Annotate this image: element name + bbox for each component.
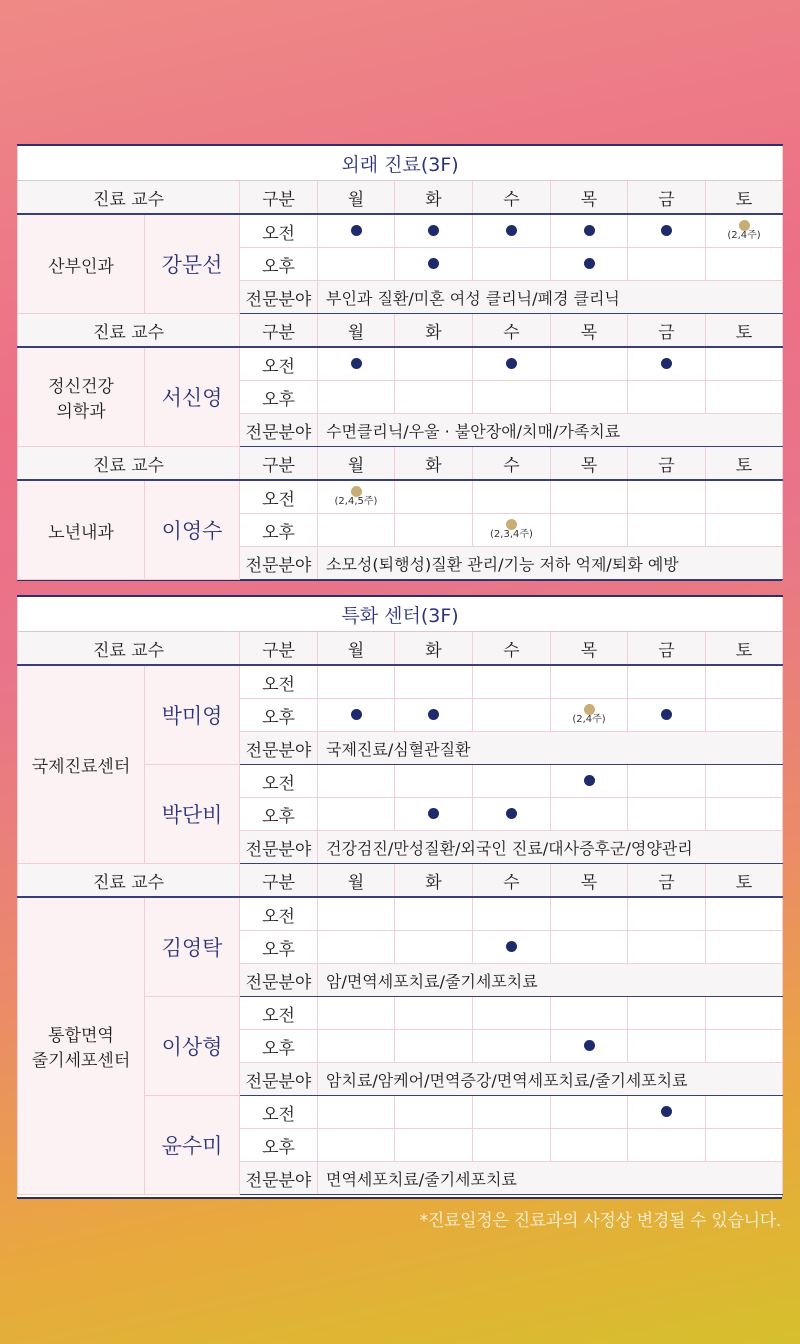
am-slot	[628, 347, 706, 381]
am-slot	[706, 1096, 783, 1129]
am-slot	[318, 480, 395, 514]
specialty-label: 전문분야	[240, 547, 318, 580]
specialty-value: 면역세포치료/줄기세포치료	[318, 1162, 783, 1195]
pm-slot	[628, 1129, 706, 1162]
outpatient-schedule-panel	[17, 144, 782, 581]
pm-slot	[318, 1129, 395, 1162]
am-slot	[395, 997, 473, 1030]
am-label: 오전	[240, 214, 318, 248]
am-row	[18, 665, 783, 699]
special-center-title-row	[18, 596, 783, 632]
specialty-label: 전문분야	[240, 281, 318, 314]
outpatient-schedule-table	[17, 144, 783, 580]
pm-slot	[706, 798, 783, 831]
special-center-title: 특화 센터(3F)	[18, 596, 783, 632]
am-slot	[551, 480, 628, 514]
header-day: 수	[473, 314, 551, 348]
pm-slot	[318, 931, 395, 964]
specialty-value: 암/면역세포치료/줄기세포치료	[318, 964, 783, 997]
am-slot	[706, 480, 783, 514]
pm-slot	[628, 1030, 706, 1063]
am-row	[18, 897, 783, 931]
schedule-dot-icon	[428, 258, 439, 269]
header-day: 수	[473, 447, 551, 481]
am-slot	[551, 665, 628, 699]
am-slot	[395, 665, 473, 699]
am-row	[18, 347, 783, 381]
pm-slot	[628, 931, 706, 964]
pm-slot	[551, 248, 628, 281]
am-row	[18, 480, 783, 514]
am-slot	[395, 347, 473, 381]
specialty-value: 암치료/암케어/면역증강/면역세포치료/줄기세포치료	[318, 1063, 783, 1096]
am-slot	[473, 997, 551, 1030]
header-day: 화	[395, 447, 473, 481]
am-slot	[473, 1096, 551, 1129]
specialty-value: 수면클리닉/우울 · 불안장애/치매/가족치료	[318, 414, 783, 447]
pm-slot	[318, 248, 395, 281]
header-professor: 진료 교수	[18, 181, 240, 215]
schedule-dot-icon	[584, 225, 595, 236]
pm-slot	[395, 699, 473, 732]
specialty-label: 전문분야	[240, 964, 318, 997]
header-row	[18, 181, 783, 215]
am-slot	[551, 897, 628, 931]
pm-slot	[551, 1030, 628, 1063]
specialty-value: 국제진료/심혈관질환	[318, 732, 783, 765]
pm-slot	[628, 798, 706, 831]
pm-slot	[706, 248, 783, 281]
pm-slot	[551, 1129, 628, 1162]
am-slot	[706, 897, 783, 931]
am-label: 오전	[240, 665, 318, 699]
pm-slot	[318, 699, 395, 732]
pm-slot	[628, 699, 706, 732]
am-slot	[318, 997, 395, 1030]
pm-slot	[551, 699, 628, 732]
pm-slot	[395, 931, 473, 964]
special-center-schedule-table	[17, 595, 783, 1195]
am-slot	[706, 765, 783, 798]
week-note: (2,3,4주)	[490, 529, 533, 540]
pm-slot	[395, 381, 473, 414]
header-row	[18, 632, 783, 666]
header-row	[18, 314, 783, 348]
header-day: 월	[318, 632, 395, 666]
header-row	[18, 447, 783, 481]
pm-slot	[551, 931, 628, 964]
schedule-footnote: *진료일정은 진료과의 사정상 변경될 수 있습니다.	[419, 1211, 781, 1231]
header-category: 구분	[240, 447, 318, 481]
schedule-dot-icon	[584, 775, 595, 786]
schedule-dot-icon	[584, 1040, 595, 1051]
am-label: 오전	[240, 997, 318, 1030]
header-professor: 진료 교수	[18, 632, 240, 666]
pm-label: 오후	[240, 699, 318, 732]
pm-slot	[395, 514, 473, 547]
week-note: (2,4,5주)	[334, 496, 378, 507]
schedule-dot-icon	[661, 225, 672, 236]
outpatient-title-row	[18, 145, 783, 181]
pm-slot	[473, 381, 551, 414]
pm-slot	[706, 381, 783, 414]
week-note: (2,4주)	[727, 230, 761, 241]
doctor-name: 이상형	[145, 997, 240, 1096]
pm-label: 오후	[240, 1129, 318, 1162]
am-slot	[551, 765, 628, 798]
header-day: 토	[706, 632, 783, 666]
header-day: 토	[706, 864, 783, 898]
am-label: 오전	[240, 347, 318, 381]
center-name: 통합면역 줄기세포센터	[18, 897, 145, 1195]
pm-slot	[706, 514, 783, 547]
week-note: (2,4주)	[572, 714, 606, 725]
am-slot	[628, 1096, 706, 1129]
schedule-dot-icon	[428, 709, 439, 720]
am-slot	[473, 897, 551, 931]
pm-slot	[706, 931, 783, 964]
am-slot	[395, 214, 473, 248]
schedule-dot-icon	[661, 1106, 672, 1117]
header-day: 목	[551, 447, 628, 481]
pm-slot	[551, 514, 628, 547]
specialty-label: 전문분야	[240, 1162, 318, 1195]
am-slot	[395, 480, 473, 514]
header-day: 목	[551, 181, 628, 215]
pm-label: 오후	[240, 248, 318, 281]
header-day: 화	[395, 314, 473, 348]
pm-slot	[318, 381, 395, 414]
schedule-dot-icon	[428, 808, 439, 819]
specialty-label: 전문분야	[240, 831, 318, 864]
am-slot	[551, 347, 628, 381]
am-slot	[318, 214, 395, 248]
schedule-dot-icon	[428, 225, 439, 236]
header-day: 토	[706, 447, 783, 481]
pm-slot	[628, 248, 706, 281]
header-day: 금	[628, 632, 706, 666]
schedule-dot-icon	[351, 709, 362, 720]
am-slot	[395, 1096, 473, 1129]
header-day: 금	[628, 181, 706, 215]
am-slot	[706, 214, 783, 248]
pm-slot	[395, 1129, 473, 1162]
schedule-dot-icon	[661, 709, 672, 720]
am-slot	[628, 214, 706, 248]
specialty-value: 소모성(퇴행성)질환 관리/기능 저하 억제/퇴화 예방	[318, 547, 783, 580]
pm-slot	[628, 514, 706, 547]
specialty-value: 부인과 질환/미혼 여성 클리닉/폐경 클리닉	[318, 281, 783, 314]
specialty-value: 건강검진/만성질환/외국인 진료/대사증후군/영양관리	[318, 831, 783, 864]
am-slot	[473, 214, 551, 248]
pm-label: 오후	[240, 931, 318, 964]
am-slot	[551, 1096, 628, 1129]
header-day: 월	[318, 447, 395, 481]
header-day: 월	[318, 314, 395, 348]
am-slot	[318, 665, 395, 699]
header-day: 금	[628, 447, 706, 481]
specialty-label: 전문분야	[240, 1063, 318, 1096]
specialty-label: 전문분야	[240, 414, 318, 447]
am-label: 오전	[240, 1096, 318, 1129]
special-center-schedule-panel	[17, 595, 782, 1199]
am-slot	[628, 665, 706, 699]
pm-slot	[473, 1129, 551, 1162]
pm-slot	[473, 1030, 551, 1063]
am-slot	[473, 665, 551, 699]
schedule-dot-icon	[506, 808, 517, 819]
doctor-name: 이영수	[145, 480, 240, 580]
pm-slot	[318, 798, 395, 831]
pm-slot	[473, 699, 551, 732]
department-name: 산부인과	[18, 214, 145, 314]
am-slot	[706, 347, 783, 381]
pm-slot	[473, 931, 551, 964]
header-day: 화	[395, 181, 473, 215]
am-slot	[395, 897, 473, 931]
header-row	[18, 864, 783, 898]
header-day: 수	[473, 181, 551, 215]
am-label: 오전	[240, 480, 318, 514]
pm-label: 오후	[240, 798, 318, 831]
am-slot	[318, 897, 395, 931]
doctor-name: 강문선	[145, 214, 240, 314]
pm-slot	[318, 1030, 395, 1063]
header-day: 목	[551, 864, 628, 898]
schedule-dot-icon	[351, 358, 362, 369]
pm-slot	[473, 248, 551, 281]
pm-slot	[318, 514, 395, 547]
schedule-dot-icon	[584, 258, 595, 269]
header-day: 수	[473, 864, 551, 898]
am-slot	[628, 765, 706, 798]
specialty-label: 전문분야	[240, 732, 318, 765]
header-day: 토	[706, 181, 783, 215]
am-label: 오전	[240, 765, 318, 798]
am-slot	[318, 347, 395, 381]
pm-slot	[395, 248, 473, 281]
doctor-name: 윤수미	[145, 1096, 240, 1195]
pm-label: 오후	[240, 381, 318, 414]
header-day: 화	[395, 632, 473, 666]
schedule-dot-icon	[506, 225, 517, 236]
pm-slot	[706, 699, 783, 732]
am-label: 오전	[240, 897, 318, 931]
pm-slot	[473, 798, 551, 831]
schedule-dot-icon	[661, 358, 672, 369]
header-category: 구분	[240, 181, 318, 215]
department-name: 노년내과	[18, 480, 145, 580]
pm-slot	[551, 798, 628, 831]
doctor-name: 김영탁	[145, 897, 240, 997]
header-category: 구분	[240, 314, 318, 348]
header-day: 목	[551, 314, 628, 348]
header-day: 토	[706, 314, 783, 348]
department-name: 정신건강 의학과	[18, 347, 145, 447]
pm-slot	[706, 1129, 783, 1162]
am-slot	[473, 480, 551, 514]
am-slot	[318, 1096, 395, 1129]
am-slot	[473, 347, 551, 381]
am-slot	[473, 765, 551, 798]
pm-slot	[551, 381, 628, 414]
am-slot	[706, 997, 783, 1030]
header-day: 수	[473, 632, 551, 666]
header-category: 구분	[240, 864, 318, 898]
schedule-dot-icon	[351, 225, 362, 236]
header-day: 화	[395, 864, 473, 898]
pm-slot	[395, 1030, 473, 1063]
am-slot	[395, 765, 473, 798]
header-professor: 진료 교수	[18, 447, 240, 481]
am-row	[18, 214, 783, 248]
schedule-dot-icon	[506, 358, 517, 369]
header-professor: 진료 교수	[18, 864, 240, 898]
am-slot	[551, 997, 628, 1030]
am-slot	[318, 765, 395, 798]
am-slot	[628, 897, 706, 931]
doctor-name: 박미영	[145, 665, 240, 765]
am-slot	[628, 480, 706, 514]
doctor-name: 박단비	[145, 765, 240, 864]
center-name: 국제진료센터	[18, 665, 145, 864]
pm-label: 오후	[240, 514, 318, 547]
pm-slot	[706, 1030, 783, 1063]
header-day: 금	[628, 864, 706, 898]
am-slot	[551, 214, 628, 248]
am-slot	[628, 997, 706, 1030]
header-day: 월	[318, 181, 395, 215]
header-day: 목	[551, 632, 628, 666]
am-slot	[706, 665, 783, 699]
pm-label: 오후	[240, 1030, 318, 1063]
pm-slot	[395, 798, 473, 831]
pm-slot	[628, 381, 706, 414]
outpatient-title: 외래 진료(3F)	[18, 145, 783, 181]
header-professor: 진료 교수	[18, 314, 240, 348]
schedule-dot-icon	[506, 941, 517, 952]
pm-slot	[473, 514, 551, 547]
header-day: 금	[628, 314, 706, 348]
header-category: 구분	[240, 632, 318, 666]
header-day: 월	[318, 864, 395, 898]
doctor-name: 서신영	[145, 347, 240, 447]
